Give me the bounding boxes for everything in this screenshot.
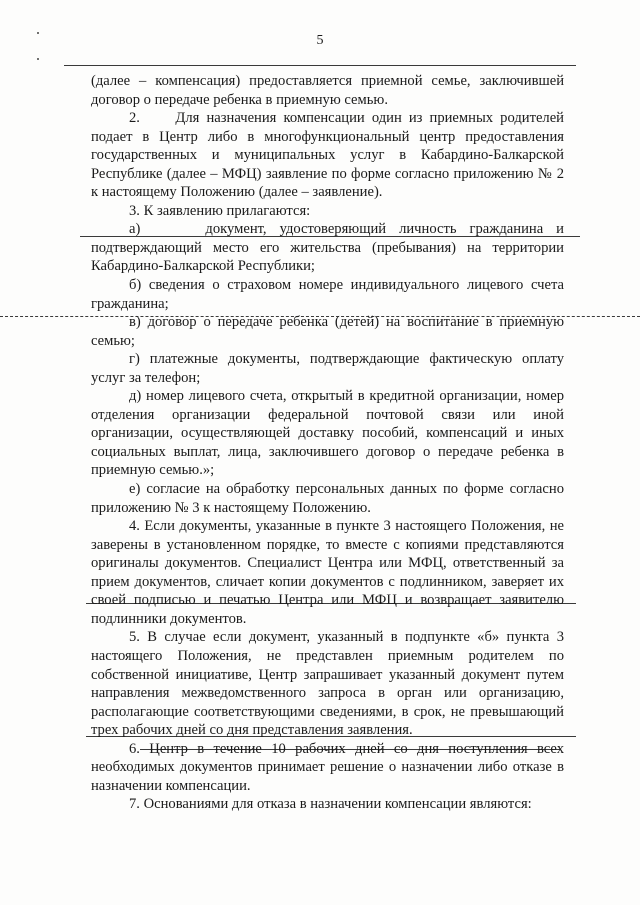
paragraph-4: 4. Если документы, указанные в пункте 3 настоящего Положения, не заверены в установленном порядке, то вместе с копиями представляются оригиналы документов. Специалист Центра или МФЦ, ответственный за прием документов, сличает копии документов с подлинником, заверяет их своей подписью и печатью Центра или МФЦ и возвращает заявителю подлинники документов. (91, 518, 564, 627)
document-body (91, 72, 564, 814)
paragraph-5: 5. В случае если документ, указанный в подпункте «б» пункта 3 настоящего Положения, не представлен приемным родителем по собственной инициативе, Центр запрашивает указанный документ путем направления межведомственного запроса в орган или организацию, располагающие соответствующими сведениями, в срок, не превышающий трех рабочих дней со дня представления заявления. (91, 629, 564, 739)
paragraph-3a: а) документ, удостоверяющий личность гражданина и подтверждающий место его жительства (пребывания) на территории Кабардино-Балкарской Республики; (91, 221, 564, 275)
scan-speck (37, 32, 39, 34)
scan-speck (37, 58, 39, 60)
paragraph-continuation: (далее – компенсация) предоставляется приемной семье, заключившей договор о передаче ребенка в приемную семью. (91, 73, 564, 108)
paragraph-3b: б) сведения о страховом номере индивидуального лицевого счета гражданина; (91, 277, 564, 312)
paragraph-7: 7. Основаниями для отказа в назначении компенсации являются: (129, 796, 532, 813)
paragraph-3e: е) согласие на обработку персональных данных по форме согласно приложению № 3 к настоящему Положению. (91, 481, 564, 516)
scan-rule-top (64, 65, 576, 66)
paragraph-3: 3. К заявлению прилагаются: (129, 202, 311, 219)
paragraph-3d: д) номер лицевого счета, открытый в кредитной организации, номер отделения организации федеральной почтовой связи или иной организации, осуществляющей доставку пособий, компенсаций и иных социальных выплат, лица, заключившего договор о передаче ребенка в приемную семью.»; (91, 388, 564, 479)
paragraph-3g: г) платежные документы, подтверждающие фактическую оплату услуг за телефон; (91, 351, 564, 386)
paragraph-6: 6. Центр в течение 10 рабочих дней со дня поступления всех необходимых документов принимает решение о назначении либо отказе в назначении компенсации. (91, 740, 564, 794)
paragraph-3v: в) договор о передаче ребенка (детей) на воспитание в приемную семью; (91, 314, 564, 349)
page-number: 5 (316, 33, 324, 48)
paragraph-2: 2. Для назначения компенсации один из приемных родителей подает в Центр либо в многофункциональный центр предоставления государственных и муниципальных услуг в Кабардино-Балкарской Республике (далее – МФЦ) заявление по форме согласно приложению № 2 к настоящему Положению (далее – заявление). (91, 110, 564, 201)
